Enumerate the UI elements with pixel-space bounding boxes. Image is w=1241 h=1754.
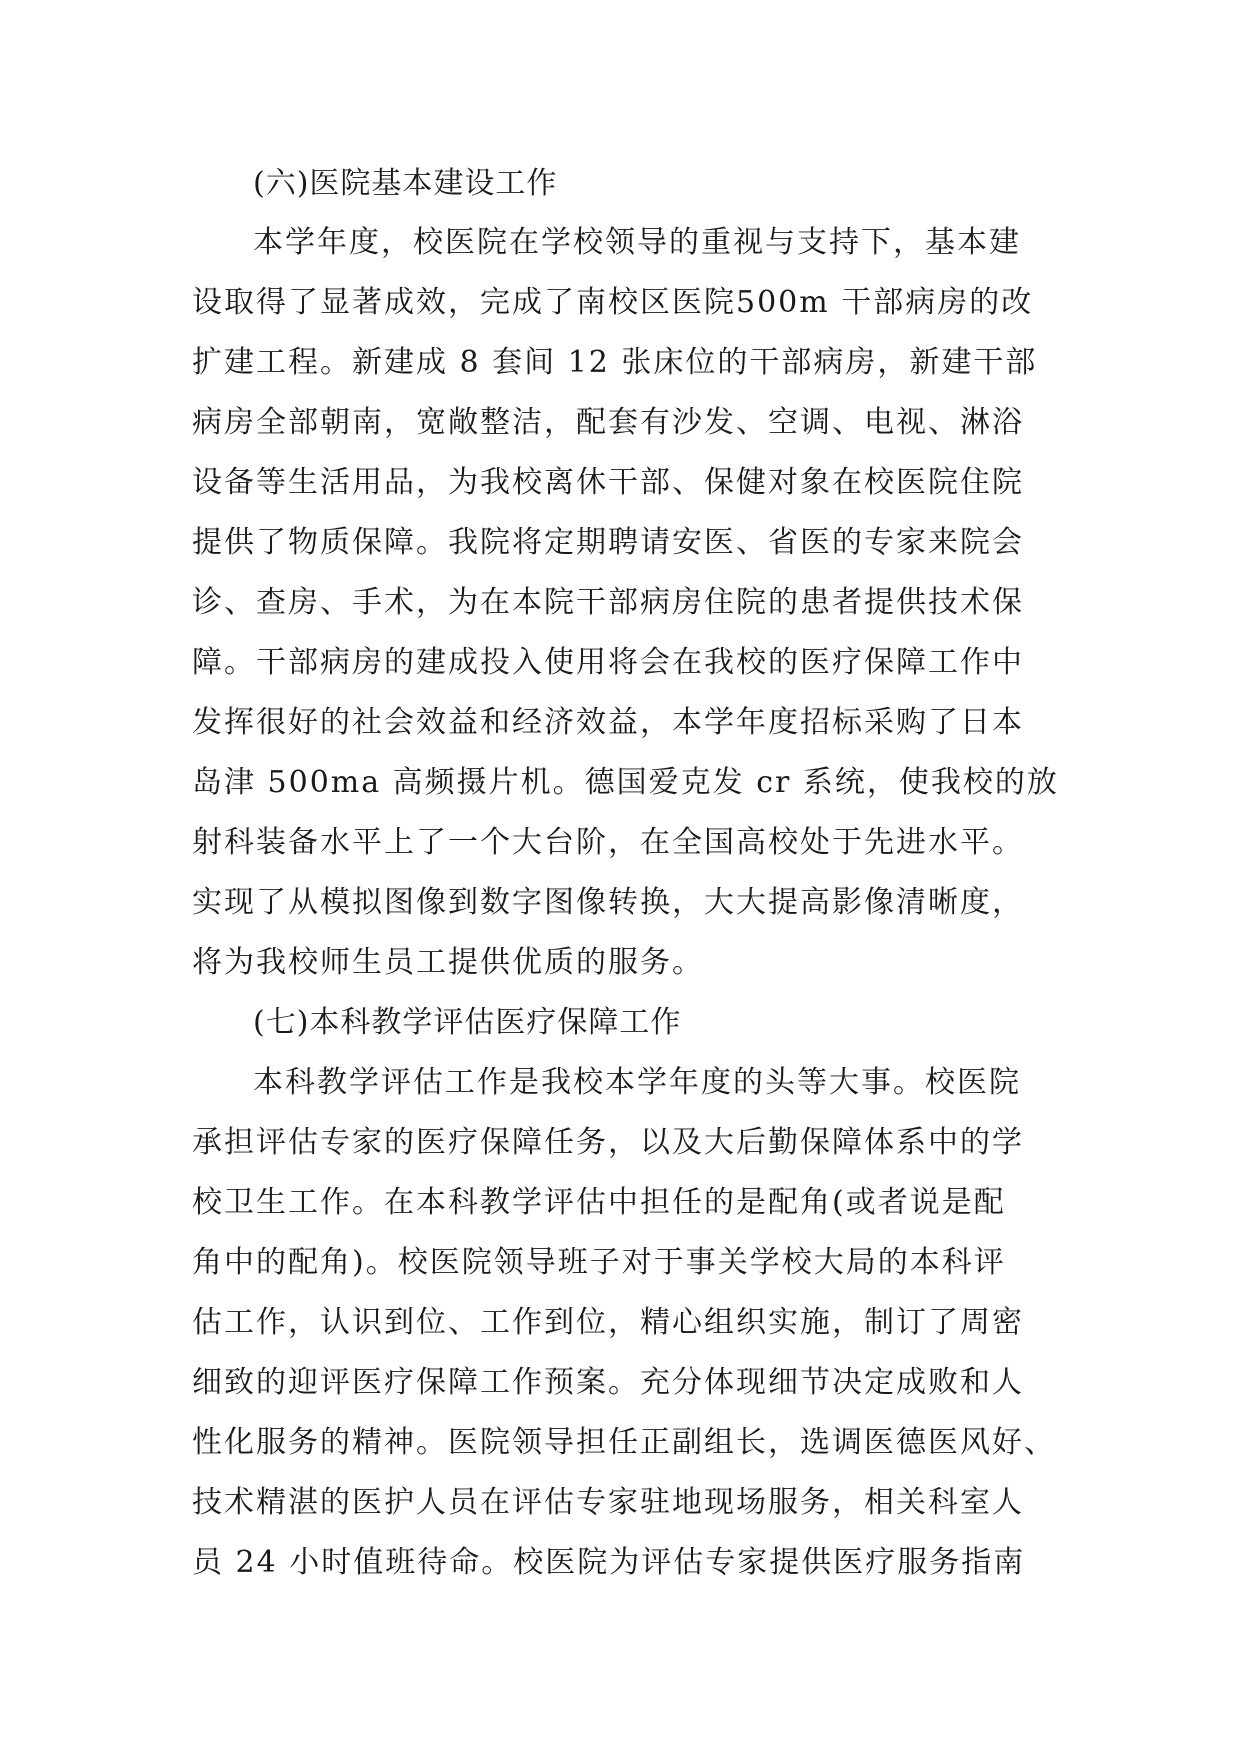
paragraph-line: 实现了从模拟图像到数字图像转换，大大提高影像清晰度， bbox=[192, 885, 1024, 920]
paragraph-line: 诊、查房、手术，为在本院干部病房住院的患者提供技术保 bbox=[192, 585, 1024, 620]
paragraph-line: 校卫生工作。在本科教学评估中担任的是配角(或者说是配 bbox=[192, 1185, 1006, 1220]
paragraph-line: 扩建工程。新建成 8 套间 12 张床位的干部病房，新建干部 bbox=[192, 345, 1038, 380]
paragraph-line: 员 24 小时值班待命。校医院为评估专家提供医疗服务指南 bbox=[192, 1545, 1026, 1580]
paragraph-line: 设备等生活用品，为我校离休干部、保健对象在校医院住院 bbox=[192, 465, 1024, 500]
paragraph-line: 射科装备水平上了一个大台阶，在全国高校处于先进水平。 bbox=[192, 825, 1024, 860]
paragraph-line: 技术精湛的医护人员在评估专家驻地现场服务，相关科室人 bbox=[192, 1485, 1024, 1520]
paragraph-line: 设取得了显著成效，完成了南校区医院500m 干部病房的改 bbox=[192, 285, 1034, 320]
paragraph-line: 障。干部病房的建成投入使用将会在我校的医疗保障工作中 bbox=[192, 645, 1024, 680]
paragraph-line: 估工作，认识到位、工作到位，精心组织实施，制订了周密 bbox=[192, 1305, 1024, 1340]
paragraph-line: 细致的迎评医疗保障工作预案。充分体现细节决定成败和人 bbox=[192, 1365, 1024, 1400]
paragraph-line: 病房全部朝南，宽敞整洁，配套有沙发、空调、电视、淋浴 bbox=[192, 405, 1024, 440]
paragraph-line: 发挥很好的社会效益和经济效益，本学年度招标采购了日本 bbox=[192, 705, 1024, 740]
paragraph-line: 提供了物质保障。我院将定期聘请安医、省医的专家来院会 bbox=[192, 525, 1024, 560]
section-heading: (七)本科教学评估医疗保障工作 bbox=[253, 1005, 682, 1040]
paragraph-line: 岛津 500ma 高频摄片机。德国爱克发 cr 系统，使我校的放 bbox=[192, 765, 1059, 800]
paragraph-line: 将为我校师生员工提供优质的服务。 bbox=[192, 945, 704, 980]
paragraph-line: 角中的配角)。校医院领导班子对于事关学校大局的本科评 bbox=[192, 1245, 1006, 1280]
paragraph-line: 承担评估专家的医疗保障任务，以及大后勤保障体系中的学 bbox=[192, 1125, 1024, 1160]
paragraph-line: 本科教学评估工作是我校本学年度的头等大事。校医院 bbox=[253, 1065, 1021, 1100]
paragraph-line: 本学年度，校医院在学校领导的重视与支持下，基本建 bbox=[253, 225, 1021, 260]
section-heading: (六)医院基本建设工作 bbox=[253, 166, 558, 201]
paragraph-line: 性化服务的精神。医院领导担任正副组长，选调医德医风好、 bbox=[192, 1425, 1056, 1460]
